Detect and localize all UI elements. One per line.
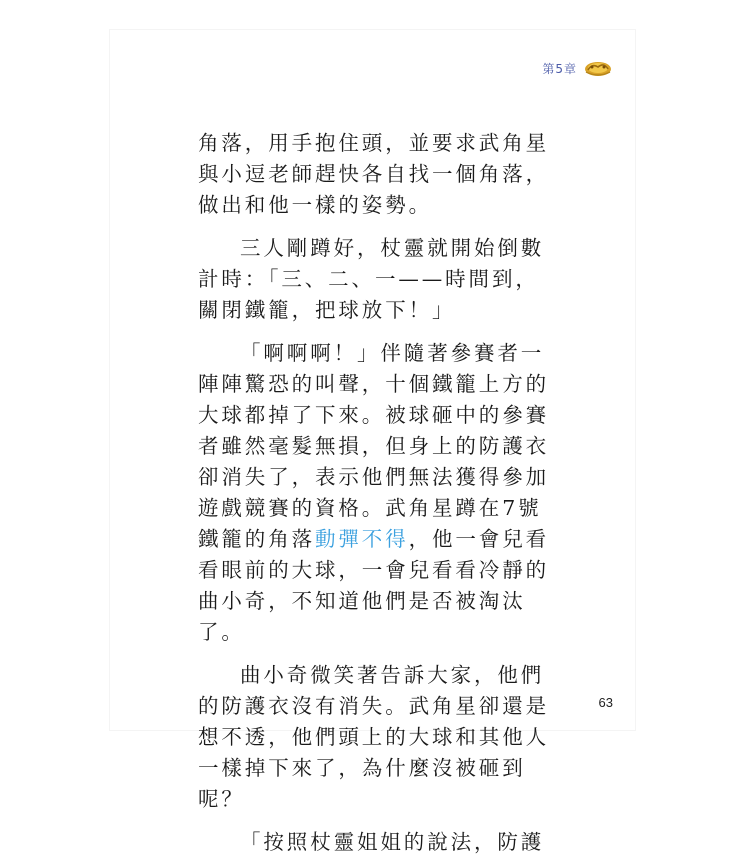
text-line: 呢？	[198, 787, 245, 811]
text-line: 一樣掉下來了，為什麼沒被砸到	[198, 756, 526, 780]
text-line: 了。	[198, 620, 245, 644]
text-line: 的防護衣沒有消失。武角星卻還是	[198, 694, 549, 718]
text-line: 卻消失了，表示他們無法獲得參加	[198, 465, 549, 489]
chapter-label: 第5章	[542, 61, 577, 76]
chapter-header	[542, 58, 613, 78]
text-line: 者雖然毫髮無損，但身上的防護衣	[198, 434, 549, 458]
text-segment: 鐵籠的角落	[198, 527, 315, 551]
paragraph	[198, 827, 598, 858]
text-line: 關閉鐵籠，把球放下！」	[198, 298, 456, 322]
text-line: 「按照杖靈姐姐的說法，防護	[240, 830, 545, 854]
text-segment: ，他一會兒看	[408, 527, 550, 551]
text-line	[198, 524, 598, 555]
paragraph	[198, 128, 598, 221]
text-line: 角落，用手抱住頭，並要求武角星	[198, 131, 549, 155]
text-line: 曲小奇，不知道他們是否被淘汰	[198, 589, 526, 613]
highlighted-phrase: 動彈不得	[315, 527, 409, 551]
text-line: 遊戲競賽的資格。武角星蹲在7號	[198, 496, 542, 520]
text-line: 大球都掉了下來。被球砸中的參賽	[198, 403, 549, 427]
text-line: 三人剛蹲好，杖靈就開始倒數	[240, 236, 545, 260]
paragraph	[198, 338, 598, 648]
text-line: 與小逗老師趕快各自找一個角落，	[198, 162, 549, 186]
text-line: 陣陣驚恐的叫聲，十個鐵籠上方的	[198, 372, 549, 396]
golden-dragon-ornament-icon	[583, 58, 613, 78]
text-line: 曲小奇微笑著告訴大家，他們	[240, 663, 545, 687]
text-line: 計時：「三、二、一——時間到，	[198, 267, 539, 291]
text-line: 「啊啊啊！」伴隨著參賽者一	[240, 341, 545, 365]
paragraph	[198, 660, 598, 815]
page-number: 63	[598, 695, 613, 710]
text-line: 看眼前的大球，一會兒看看冷靜的	[198, 558, 549, 582]
paragraph	[198, 233, 598, 326]
text-line: 想不透，他們頭上的大球和其他人	[198, 725, 549, 749]
book-page	[110, 30, 635, 854]
story-text	[198, 128, 598, 858]
text-line: 做出和他一樣的姿勢。	[198, 193, 432, 217]
